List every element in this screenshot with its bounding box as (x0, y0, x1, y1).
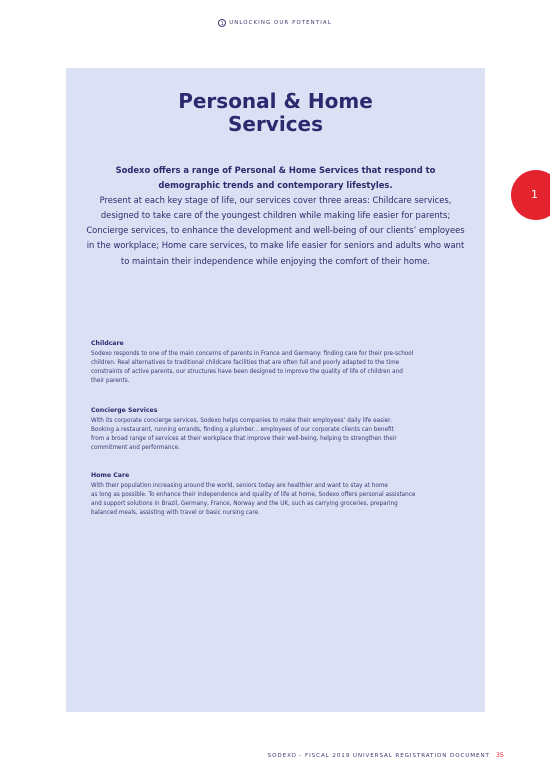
title-line-1: Personal & Home (178, 89, 373, 113)
chapter-tab[interactable]: 1 (511, 170, 550, 220)
running-head-text: UNLOCKING OUR POTENTIAL (229, 20, 332, 26)
section-line: Booking a restaurant, running errands, finding a plumber... employees of our corporate clients can benefit (91, 427, 394, 434)
running-head (0, 19, 550, 27)
section-body (91, 417, 471, 453)
chapter-number-circle: 1 (218, 19, 226, 27)
footer-text: SODEXO - FISCAL 2019 UNIVERSAL REGISTRATION DOCUMENT (267, 753, 490, 759)
intro-paragraph (70, 163, 481, 269)
section-line: Sodexo responds to one of the main concerns of parents in France and Germany: finding care for their pre-school (91, 351, 414, 357)
section-heading: Home Care (91, 472, 130, 479)
section-line: from a broad range of services at their workplace that improve their well-being, helping to strengthen their (91, 436, 397, 443)
page-title (66, 90, 485, 136)
section-line: and support solutions in Brazil, Germany, France, Norway and the UK, such as carrying groceries, preparing (91, 501, 398, 508)
intro-lead-line-2: demographic trends and contemporary lifestyles. (158, 180, 393, 191)
section-line: commitment and performance. (91, 445, 180, 452)
section-concierge-services (91, 407, 471, 453)
section-home-care (91, 472, 471, 518)
section-heading: Concierge Services (91, 407, 158, 414)
intro-body-line-4: in the workplace; Home care services, to make life easier for seniors and adults who want (86, 240, 465, 251)
section-line: children. Real alternatives to traditional childcare facilities that are often full and poorly adapted to the time (91, 360, 400, 367)
section-heading: Childcare (91, 340, 124, 347)
section-line: With its corporate concierge services, Sodexo helps companies to make their employees’ daily life easier. (91, 418, 392, 424)
intro-lead-line-1: Sodexo offers a range of Personal & Home Services that respond to (115, 165, 436, 175)
intro-body-line-2: designed to take care of the youngest children while making life easier for parents; (100, 210, 451, 221)
intro-body-line-5: to maintain their independence while enjoying the comfort of their home. (120, 255, 431, 266)
intro-body-line-3: Concierge services, to enhance the development and well-being of our clients’ employees (86, 225, 465, 236)
section-line: balanced meals, assisting with travel or basic nursing care. (91, 510, 260, 517)
intro-body-line-1: Present at each key stage of life, our services cover three areas: Childcare services, (99, 195, 452, 206)
section-line: as long as possible. To enhance their independence and quality of life at home, Sodexo offers personal assistance (91, 492, 416, 499)
section-line: With their population increasing around the world, seniors today are healthier and want to stay at home (91, 483, 388, 489)
page-footer (268, 751, 504, 759)
section-body (91, 482, 471, 518)
page-number: 35 (495, 751, 504, 759)
section-childcare (91, 340, 471, 386)
section-line: their parents. (91, 378, 130, 385)
section-body (91, 350, 471, 386)
title-line-2: Services (227, 112, 324, 136)
section-line: constraints of active parents, our structures have been designed to improve the quality of life of children and (91, 369, 403, 376)
